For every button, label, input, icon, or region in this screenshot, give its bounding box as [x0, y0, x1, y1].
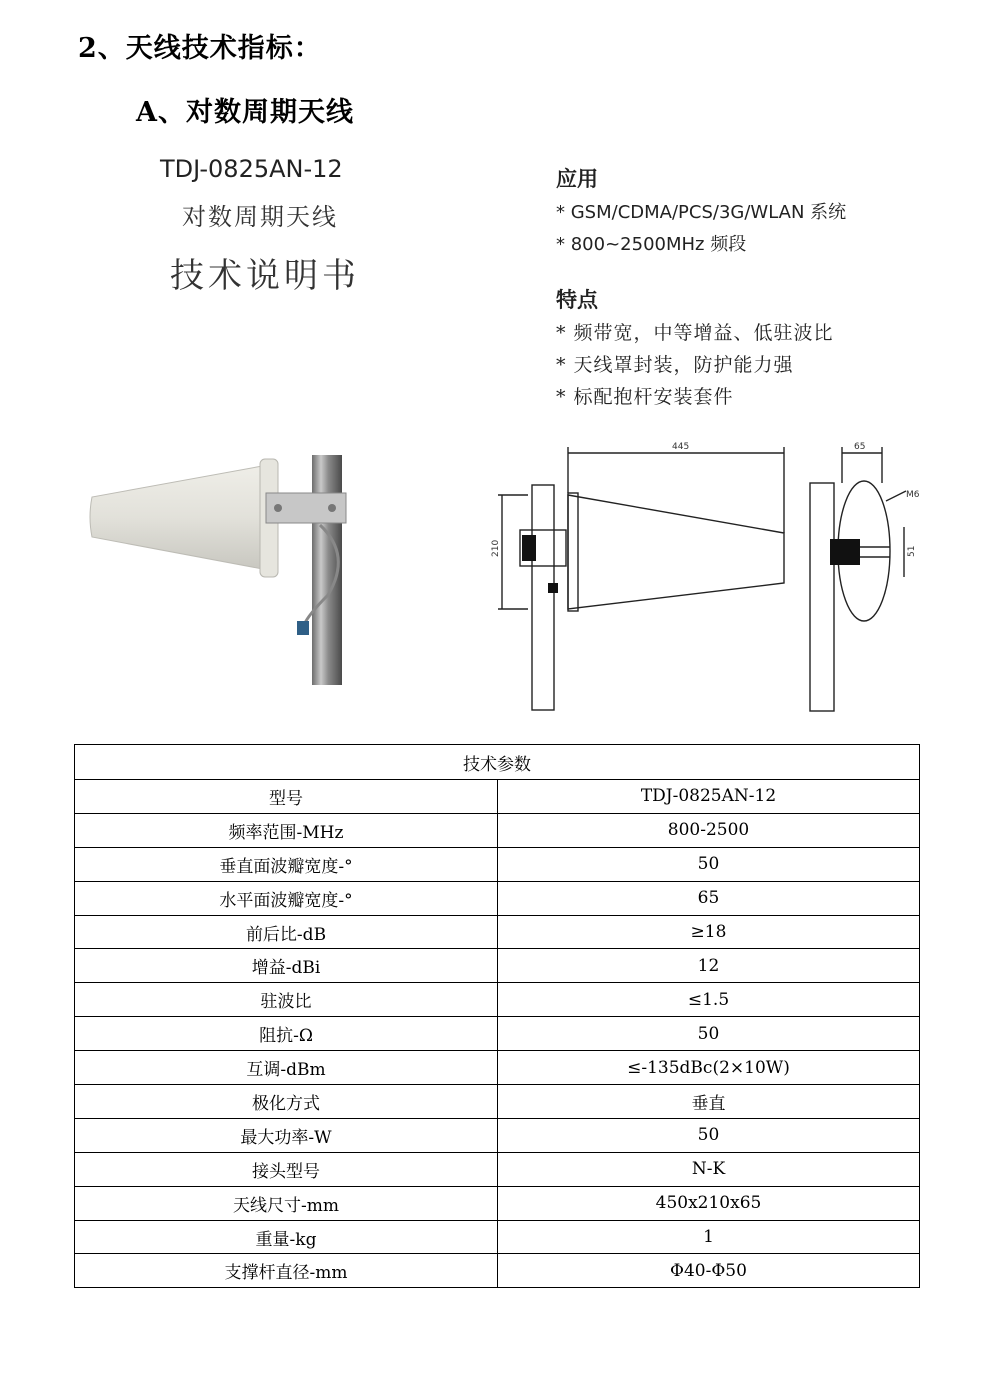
brochure-model: TDJ-0825AN-12 [160, 155, 343, 183]
spec-table [74, 744, 920, 1288]
dim-height-label: 210 [491, 539, 501, 557]
spec-table-title: 技术参数 [75, 745, 920, 780]
spec-value-cell: 50 [498, 1017, 920, 1051]
spec-value-cell: ≤1.5 [498, 983, 920, 1017]
application-title: 应用 [556, 167, 598, 191]
table-row [75, 1051, 920, 1085]
spec-value-cell: ≥18 [498, 915, 920, 949]
dim-pitch-label: 51 [907, 545, 917, 557]
spec-value-cell: 50 [498, 1118, 920, 1152]
table-row [75, 1017, 920, 1051]
spec-value-cell: Φ40-Φ50 [498, 1254, 920, 1288]
spec-label-cell: 前后比-dB [75, 915, 498, 949]
table-row [75, 780, 920, 814]
table-row [75, 1085, 920, 1119]
features-item-2: * 天线罩封装，防护能力强 [556, 354, 794, 376]
table-row [75, 1118, 920, 1152]
spec-value-cell: 50 [498, 847, 920, 881]
table-row [75, 1186, 920, 1220]
dimension-drawing [490, 435, 930, 720]
spec-label-cell: 驻波比 [75, 983, 498, 1017]
subsection-heading: A、对数周期天线 [136, 97, 354, 128]
table-row [75, 1220, 920, 1254]
spec-value-cell: 800-2500 [498, 813, 920, 847]
spec-value-cell: N-K [498, 1152, 920, 1186]
spec-label-cell: 支撑杆直径-mm [75, 1254, 498, 1288]
spec-value-cell: 垂直 [498, 1085, 920, 1119]
spec-value-cell: 450x210x65 [498, 1186, 920, 1220]
spec-value-cell: ≤-135dBc(2×10W) [498, 1051, 920, 1085]
spec-label-cell: 接头型号 [75, 1152, 498, 1186]
application-item-1: * GSM/CDMA/PCS/3G/WLAN 系统 [556, 202, 847, 223]
spec-label-cell: 型号 [75, 780, 498, 814]
table-row [75, 983, 920, 1017]
spec-label-cell: 水平面波瓣宽度-° [75, 881, 498, 915]
spec-label-cell: 重量-kg [75, 1220, 498, 1254]
table-row [75, 1254, 920, 1288]
spec-label-cell: 最大功率-W [75, 1118, 498, 1152]
section-heading: 2、天线技术指标： [78, 33, 322, 64]
spec-label-cell: 互调-dBm [75, 1051, 498, 1085]
spec-label-cell: 极化方式 [75, 1085, 498, 1119]
spec-label-cell: 增益-dBi [75, 949, 498, 983]
spec-value-cell: 65 [498, 881, 920, 915]
spec-value-cell: 1 [498, 1220, 920, 1254]
brochure-antenna-name: 对数周期天线 [182, 203, 338, 231]
table-row [75, 881, 920, 915]
table-row [75, 847, 920, 881]
spec-label-cell: 阻抗-Ω [75, 1017, 498, 1051]
spec-label-cell: 天线尺寸-mm [75, 1186, 498, 1220]
features-item-1: * 频带宽，中等增益、低驻波比 [556, 322, 834, 344]
table-row [75, 813, 920, 847]
table-row [75, 1152, 920, 1186]
spec-value-cell: TDJ-0825AN-12 [498, 780, 920, 814]
features-title: 特点 [556, 288, 598, 312]
spec-label-cell: 频率范围-MHz [75, 813, 498, 847]
application-item-2: * 800~2500MHz 频段 [556, 234, 747, 255]
brochure-manual-title: 技术说明书 [170, 256, 360, 296]
dim-bolt-label: M6 [906, 490, 920, 500]
spec-table-title-row [75, 745, 920, 780]
spec-label-cell: 垂直面波瓣宽度-° [75, 847, 498, 881]
dim-length-label: 445 [672, 442, 690, 452]
dim-depth-label: 65 [854, 442, 866, 452]
spec-value-cell: 12 [498, 949, 920, 983]
features-item-3: * 标配抱杆安装套件 [556, 386, 734, 408]
table-row [75, 915, 920, 949]
antenna-photo [80, 445, 380, 690]
table-row [75, 949, 920, 983]
